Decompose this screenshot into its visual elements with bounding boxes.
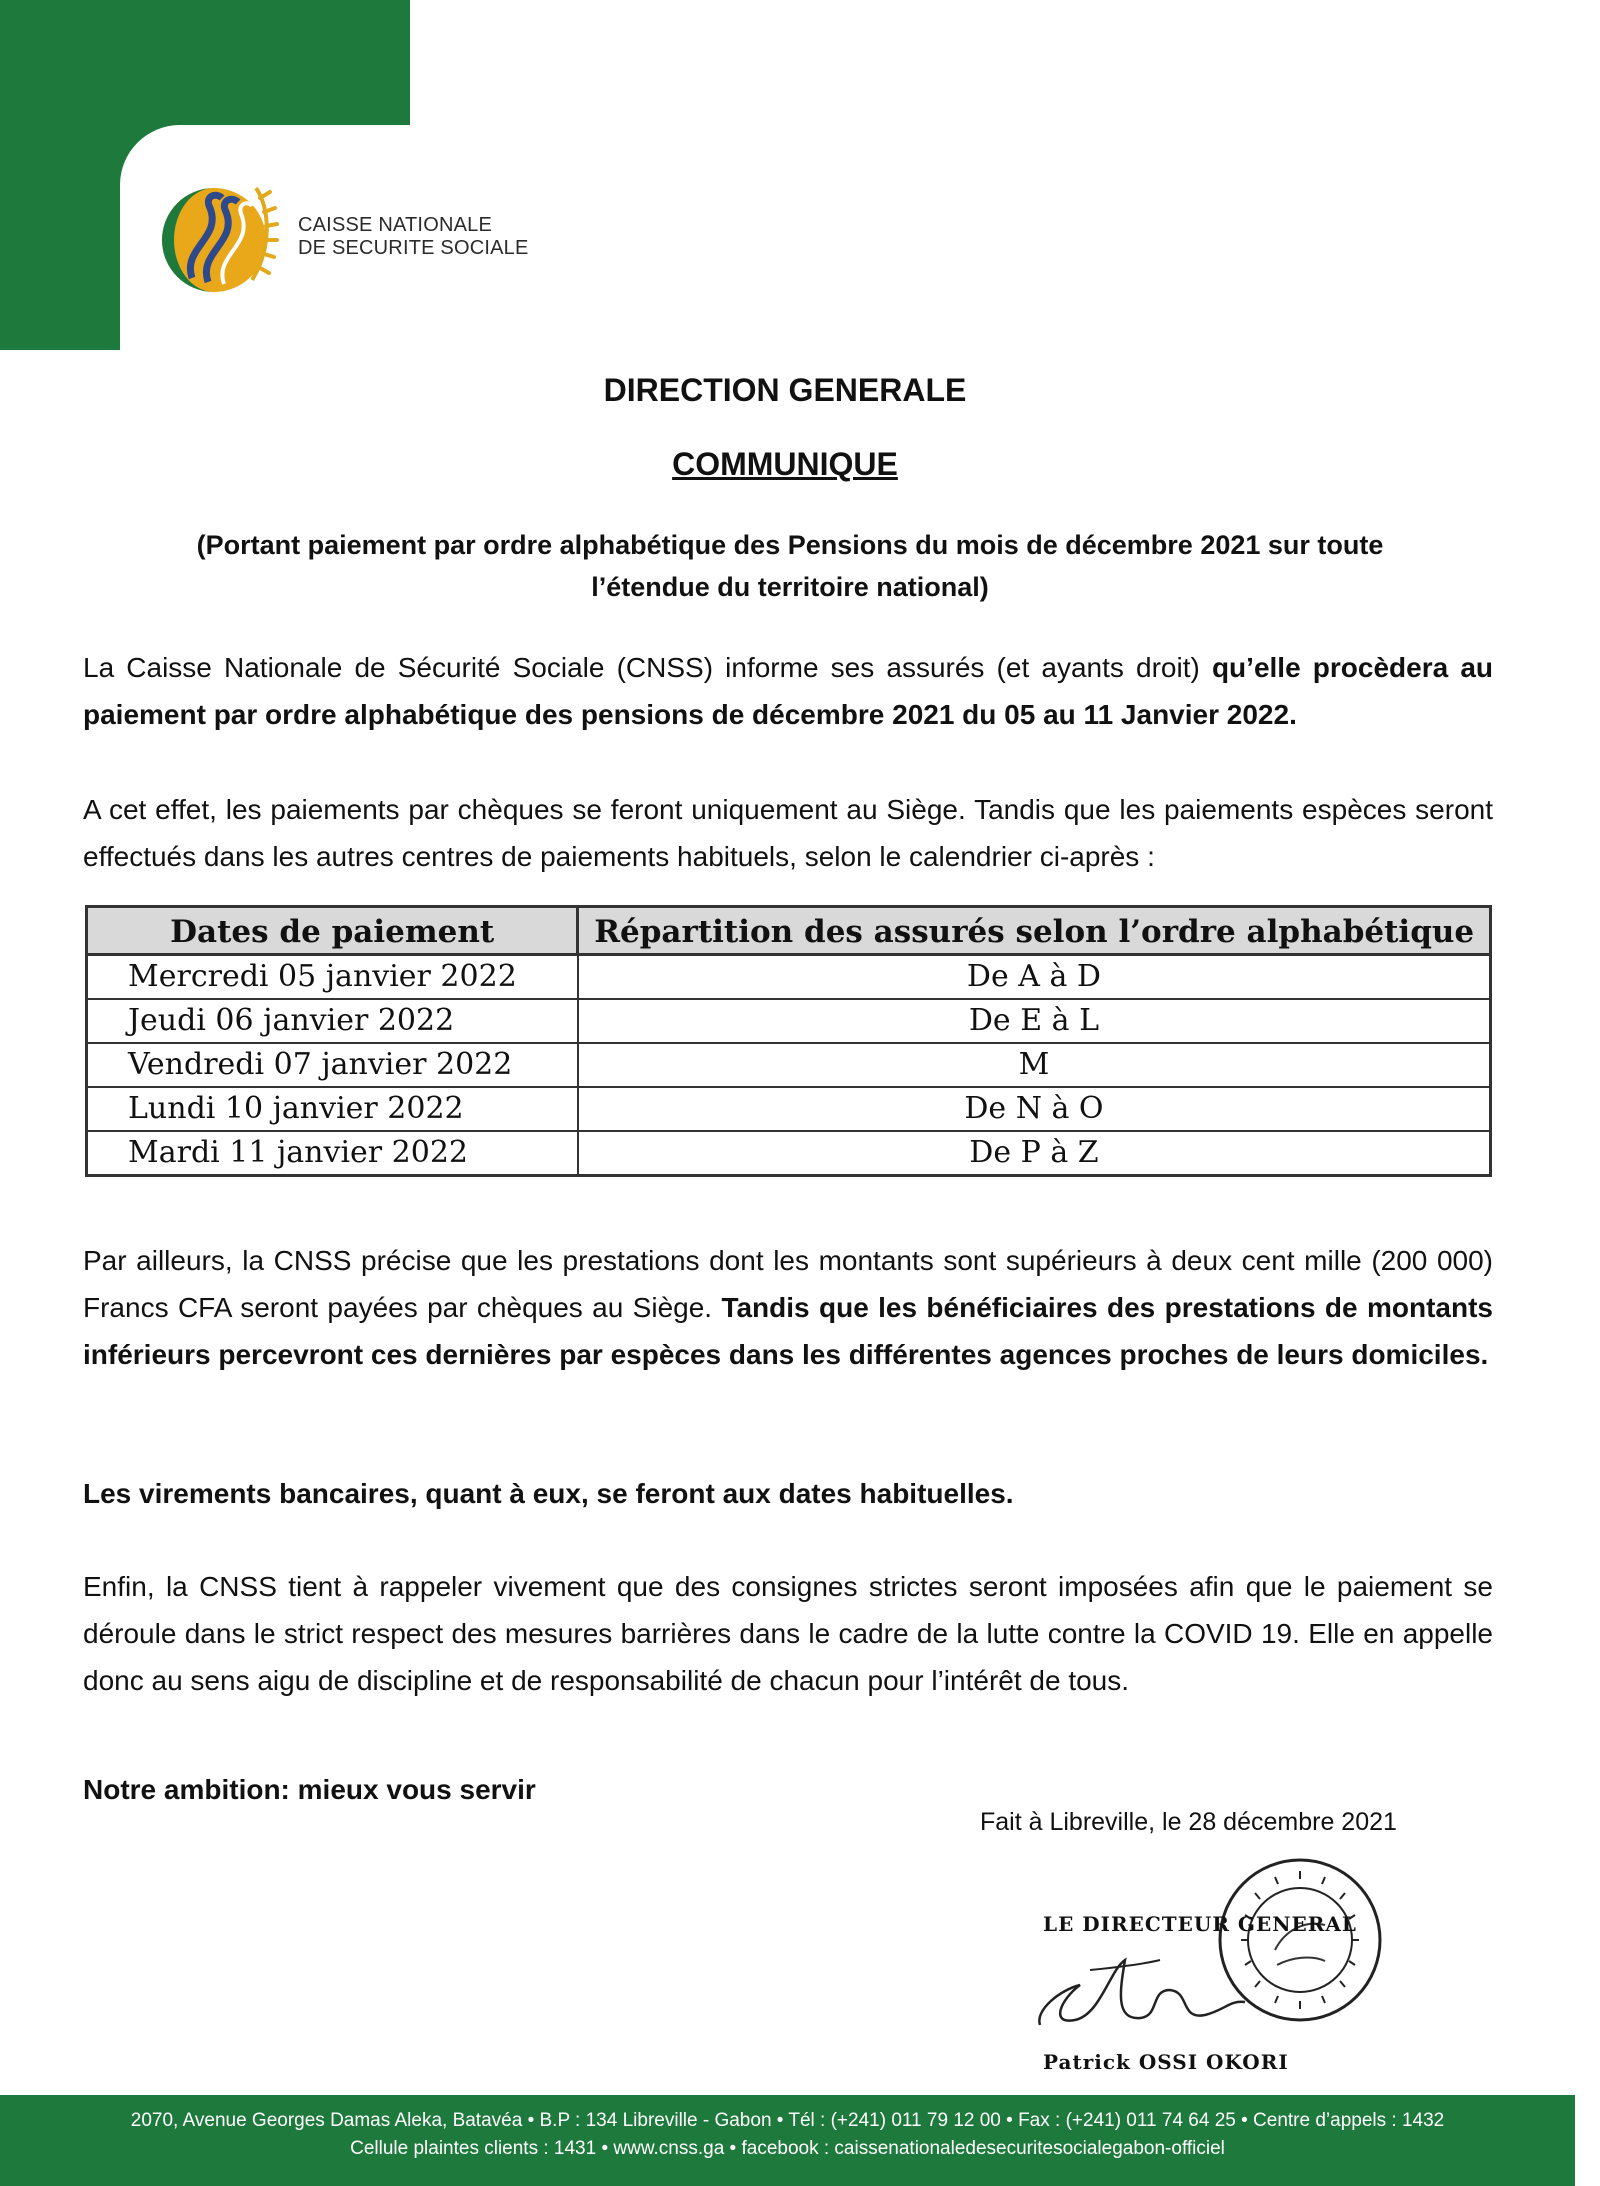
row-date: Vendredi 07 janvier 2022 bbox=[87, 1043, 578, 1087]
place-date: Fait à Libreville, le 28 décembre 2021 bbox=[980, 1808, 1397, 1836]
table-row bbox=[87, 999, 1491, 1043]
table-row bbox=[87, 1087, 1491, 1131]
signature-icon bbox=[1030, 1930, 1280, 2050]
closing-paragraph: Enfin, la CNSS tient à rappeler vivement que des consignes strictes seront imposées afin que le paiement se déroule dans le strict respect des mesures barrières dans le cadre de la lutte contre la COVID 19. Elle en appelle donc au sens aigu de discipline et de responsabilité de chacun pour l’intérêt de tous. bbox=[83, 1571, 1493, 1696]
row-date: Jeudi 06 janvier 2022 bbox=[87, 999, 578, 1043]
cnss-logo-icon bbox=[152, 168, 292, 308]
org-name-line2: DE SECURITE SOCIALE bbox=[298, 237, 529, 259]
footer-address: 2070, Avenue Georges Damas Aleka, Batavéa • B.P : 134 Libreville - Gabon • Tél : (+241) 011 79 12 00 • Fax : (+241) 011 74 64 25 • Centre d’appels : 1432 bbox=[130, 2110, 1445, 2131]
table-row bbox=[87, 1131, 1491, 1176]
intro-bold-text: qu’elle procèdera au paiement par ordre alphabétique des pensions de décembre 2021 du 05 au 11 Janvier 2022. bbox=[83, 652, 1493, 730]
header-repartition: Répartition des assurés selon l’ordre alphabétique bbox=[578, 907, 1491, 955]
intro-paragraph bbox=[83, 644, 1493, 738]
table-header-row bbox=[87, 907, 1491, 955]
row-range: De E à L bbox=[578, 999, 1491, 1043]
signatory-name: Patrick OSSI OKORI bbox=[1043, 2050, 1289, 2074]
row-date: Lundi 10 janvier 2022 bbox=[87, 1087, 578, 1131]
bank-transfer-paragraph: Les virements bancaires, quant à eux, se feront aux dates habituelles. bbox=[83, 1478, 1014, 1509]
subtitle bbox=[90, 524, 1490, 608]
table-row bbox=[87, 955, 1491, 1000]
amounts-paragraph bbox=[83, 1237, 1493, 1378]
footer bbox=[0, 2095, 1575, 2186]
footer-contacts: Cellule plaintes clients : 1431 • www.cnss.ga • facebook : caissenationaledesecuritesocialegabon-officiel bbox=[350, 2138, 1225, 2159]
amounts-bold-text: Tandis que les bénéficiaires des prestations de montants inférieurs percevront ces dernières par espèces dans les différentes agences proches de leurs domiciles. bbox=[83, 1292, 1493, 1370]
subtitle-line1: (Portant paiement par ordre alphabétique des Pensions du mois de décembre 2021 sur toute bbox=[196, 530, 1384, 560]
row-date: Mardi 11 janvier 2022 bbox=[87, 1131, 578, 1176]
table-row bbox=[87, 1043, 1491, 1087]
payment-schedule-table bbox=[85, 905, 1492, 1177]
row-range: M bbox=[578, 1043, 1491, 1087]
signatory-title: LE DIRECTEUR GENERAL bbox=[1043, 1912, 1357, 1936]
amounts-text: Par ailleurs, la CNSS précise que les prestations dont les montants sont supérieurs à deux cent mille (200 000) Francs CFA seront payées par chèques au Siège. bbox=[83, 1245, 1493, 1323]
heading: DIRECTION GENERALE bbox=[603, 372, 967, 408]
header-dates: Dates de paiement bbox=[87, 907, 578, 955]
row-range: De N à O bbox=[578, 1087, 1491, 1131]
motto: Notre ambition: mieux vous servir bbox=[83, 1774, 536, 1805]
row-date: Mercredi 05 janvier 2022 bbox=[87, 955, 578, 1000]
subtitle-line2: l’étendue du territoire national) bbox=[591, 572, 989, 602]
org-name bbox=[298, 214, 529, 260]
row-range: De P à Z bbox=[578, 1131, 1491, 1176]
intro-text: La Caisse Nationale de Sécurité Sociale (CNSS) informe ses assurés (et ayants droit) bbox=[83, 652, 1212, 683]
payment-info-paragraph: A cet effet, les paiements par chèques se feront uniquement au Siège. Tandis que les paiements espèces seront effectués dans les autres centres de paiements habituels, selon le calendrier ci-après : bbox=[83, 794, 1493, 872]
page-title: COMMUNIQUE bbox=[672, 446, 898, 482]
row-range: De A à D bbox=[578, 955, 1491, 1000]
org-name-line1: CAISSE NATIONALE bbox=[298, 214, 492, 236]
